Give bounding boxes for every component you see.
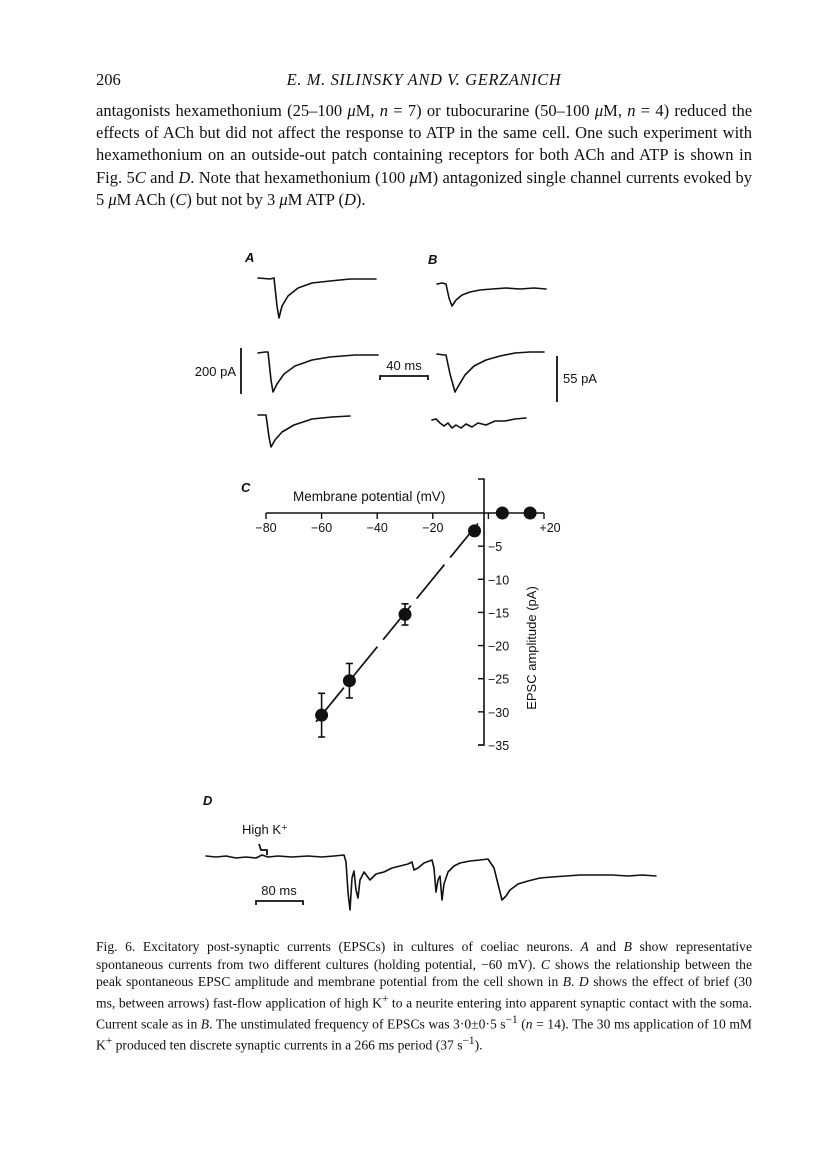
page-number: 206 xyxy=(96,70,121,89)
stimulus-label: High K⁺ xyxy=(242,822,288,837)
figure-caption: Fig. 6. Excitatory post-synaptic currents (EPSCs) in cultures of coeliac neurons. A and B show representative spontaneous currents from two different cultures (holding potential, −60 mV). C shows the relationship between the peak spontaneous EPSC amplitude and membrane potential from the cell shown in B. D shows the effect of brief (30 ms, between arrows) fast-flow application of high K+ to a neurite entering into apparent synaptic contact with the soma. Current scale as in B. The unstimulated frequency of EPSCs was 3·0±0·5 $s^{-1}$ (n = 14). The 30 ms application of 10 mM K+ produced ten discrete synaptic currents in a 266 ms period (37 $s^{-1}$). xyxy=(96,939,752,1053)
high-k-arrow xyxy=(259,844,267,855)
y-tick-label: −35 xyxy=(488,739,510,753)
y-tick-label: −20 xyxy=(488,639,510,654)
trace-b-1 xyxy=(437,283,546,306)
data-point xyxy=(496,507,509,520)
scale-label-40ms: 40 ms xyxy=(386,358,422,373)
data-point xyxy=(524,507,537,520)
panel-label-d: D xyxy=(203,793,213,808)
scale-label-55pa: 55 pA xyxy=(563,371,597,386)
panel-label-a: A xyxy=(245,250,255,265)
data-point xyxy=(315,709,328,722)
trace-a-1 xyxy=(258,278,376,318)
y-tick-label: −30 xyxy=(488,705,510,720)
scale-bar-40ms xyxy=(380,376,428,380)
trace-a-3 xyxy=(258,415,350,447)
panel-label-b: B xyxy=(428,252,438,267)
y-axis-title: EPSC amplitude (pA) xyxy=(524,586,539,710)
y-tick-label: −10 xyxy=(488,573,510,588)
y-tick-label: −15 xyxy=(488,606,510,621)
y-tick-label: −25 xyxy=(488,672,510,687)
trace-b-3 xyxy=(432,418,526,428)
trace-b-2 xyxy=(437,352,544,392)
y-tick-label: −5 xyxy=(488,540,503,555)
body-paragraph: antagonists hexamethonium (25–100 μM, n = 7) or tubocurarine (50–100 μM, n = 4) reduced the effects of ACh but did not affect the response to ATP in the same cell. One such experiment with hexamethonium on an outside-out patch containing receptors for both ACh and ATP is shown in Fig. 5C and D. Note that hexamethonium (100 μM) antagonized single channel currents evoked by 5 μM ACh (C) but not by 3 μM ATP (D). xyxy=(96,101,753,209)
x-tick-label: −80 xyxy=(255,521,277,535)
trace-a-2 xyxy=(258,352,378,392)
x-tick-label: −20 xyxy=(422,521,444,535)
scale-label-200pa: 200 pA xyxy=(194,364,236,379)
fit-line xyxy=(316,521,480,722)
running-head: E. M. SILINSKY AND V. GERZANICH xyxy=(286,70,562,89)
data-point xyxy=(399,608,412,621)
x-tick-label: +20 xyxy=(539,521,561,535)
x-tick-label: −40 xyxy=(366,521,388,535)
scale-label-80ms: 80 ms xyxy=(261,883,297,898)
x-tick-label: −60 xyxy=(310,521,333,535)
data-point xyxy=(468,524,481,537)
panel-label-c: C xyxy=(241,480,251,495)
data-point xyxy=(343,674,356,687)
x-axis-title: Membrane potential (mV) xyxy=(293,489,446,504)
scale-bar-80ms xyxy=(256,901,303,905)
